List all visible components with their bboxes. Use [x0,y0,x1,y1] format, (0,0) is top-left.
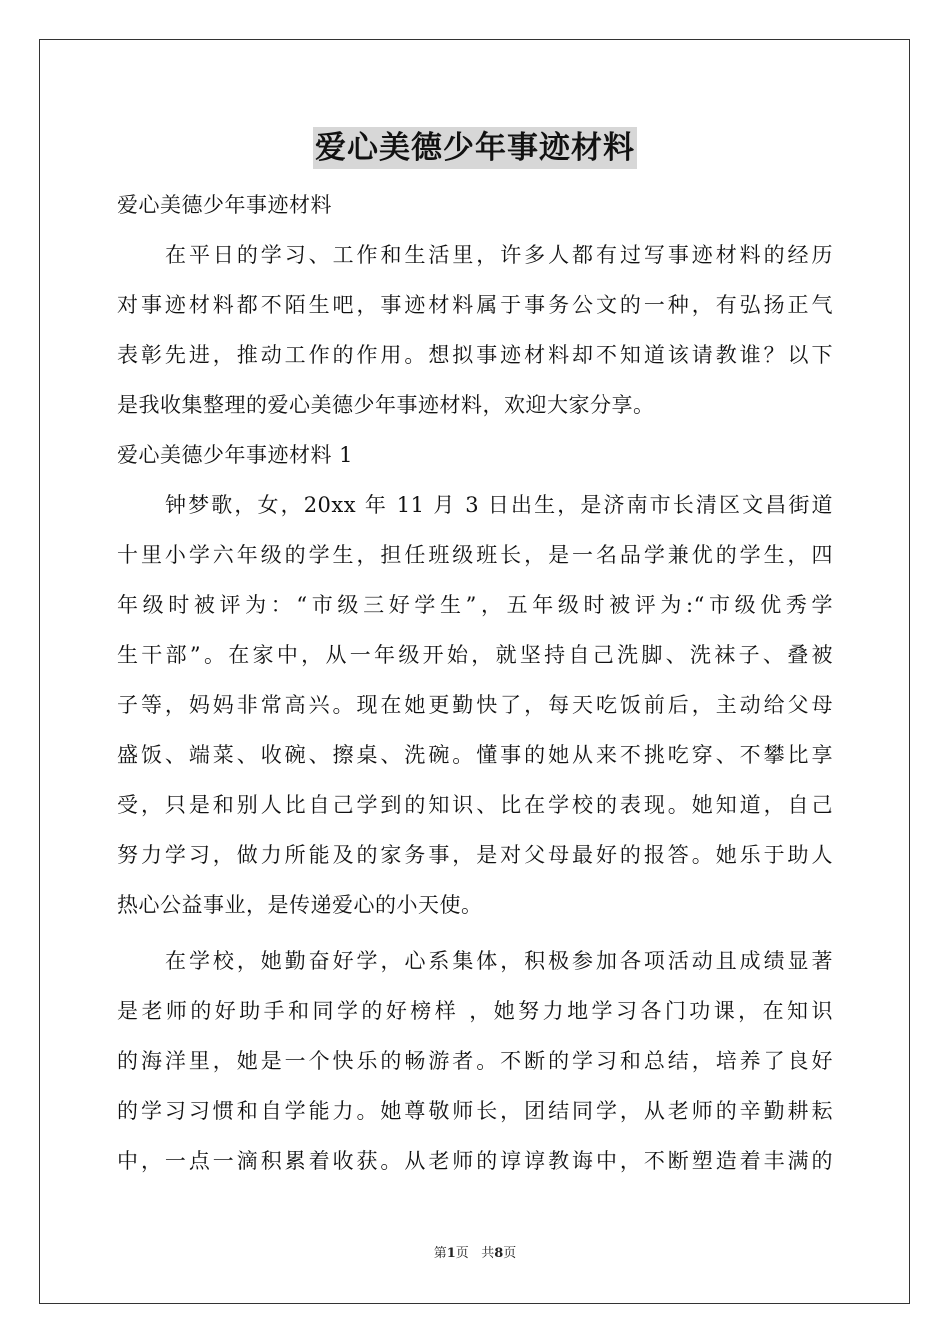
total-suffix: 页 [503,1246,517,1261]
paragraph-line: 生干部”。在家中，从一年级开始，就坚持自己洗脚、洗袜子、叠被 [117,643,833,667]
subtitle: 爱心美德少年事迹材料 [117,193,332,217]
page-suffix: 页 [455,1246,469,1261]
paragraph-line: 钟梦歌，女，20xx 年 11 月 3 日出生，是济南市长清区文昌街道 [165,493,833,517]
total-prefix: 共 [481,1246,495,1261]
paragraph-line: 十里小学六年级的学生，担任班级班长，是一名品学兼优的学生，四 [117,543,833,567]
paragraph-line: 中，一点一滴积累着收获。从老师的谆谆教诲中，不断塑造着丰满的 [117,1149,833,1173]
paragraph-line: 受，只是和别人比自己学到的知识、比在学校的表现。她知道，自己 [117,793,833,817]
paragraph-line: 努力学习，做力所能及的家务事，是对父母最好的报答。她乐于助人 [117,843,833,867]
intro-line: 对事迹材料都不陌生吧，事迹材料属于事务公文的一种，有弘扬正气 [117,293,833,317]
page-number: 1 [446,1246,456,1261]
page-footer [0,1245,950,1263]
paragraph-line: 年级时被评为：“市级三好学生”，五年级时被评为:“市级优秀学 [117,593,833,617]
page-prefix: 第 [433,1246,447,1261]
intro-line: 是我收集整理的爱心美德少年事迹材料，欢迎大家分享。 [117,393,655,417]
paragraph-line: 热心公益事业，是传递爱心的小天使。 [117,893,483,917]
paragraph-line: 在学校，她勤奋好学，心系集体，积极参加各项活动且成绩显著 [165,949,833,973]
document-title: 爱心美德少年事迹材料 [313,127,637,169]
paragraph-line: 盛饭、端菜、收碗、擦桌、洗碗。懂事的她从来不挑吃穿、不攀比享 [117,743,833,767]
intro-line: 在平日的学习、工作和生活里，许多人都有过写事迹材料的经历 [165,243,833,267]
intro-line: 表彰先进，推动工作的作用。想拟事迹材料却不知道该请教谁？以下 [117,343,833,367]
document-body [117,180,833,1186]
total-pages: 8 [494,1246,504,1261]
title-container [0,127,950,169]
paragraph-line: 子等，妈妈非常高兴。现在她更勤快了，每天吃饭前后，主动给父母 [117,693,833,717]
paragraph-line: 是老师的好助手和同学的好榜样 ，她努力地学习各门功课，在知识 [117,999,833,1023]
paragraph-line: 的学习习惯和自学能力。她尊敬师长，团结同学，从老师的辛勤耕耘 [117,1099,833,1123]
section-heading: 爱心美德少年事迹材料 1 [117,443,354,467]
paragraph-line: 的海洋里，她是一个快乐的畅游者。不断的学习和总结，培养了良好 [117,1049,833,1073]
